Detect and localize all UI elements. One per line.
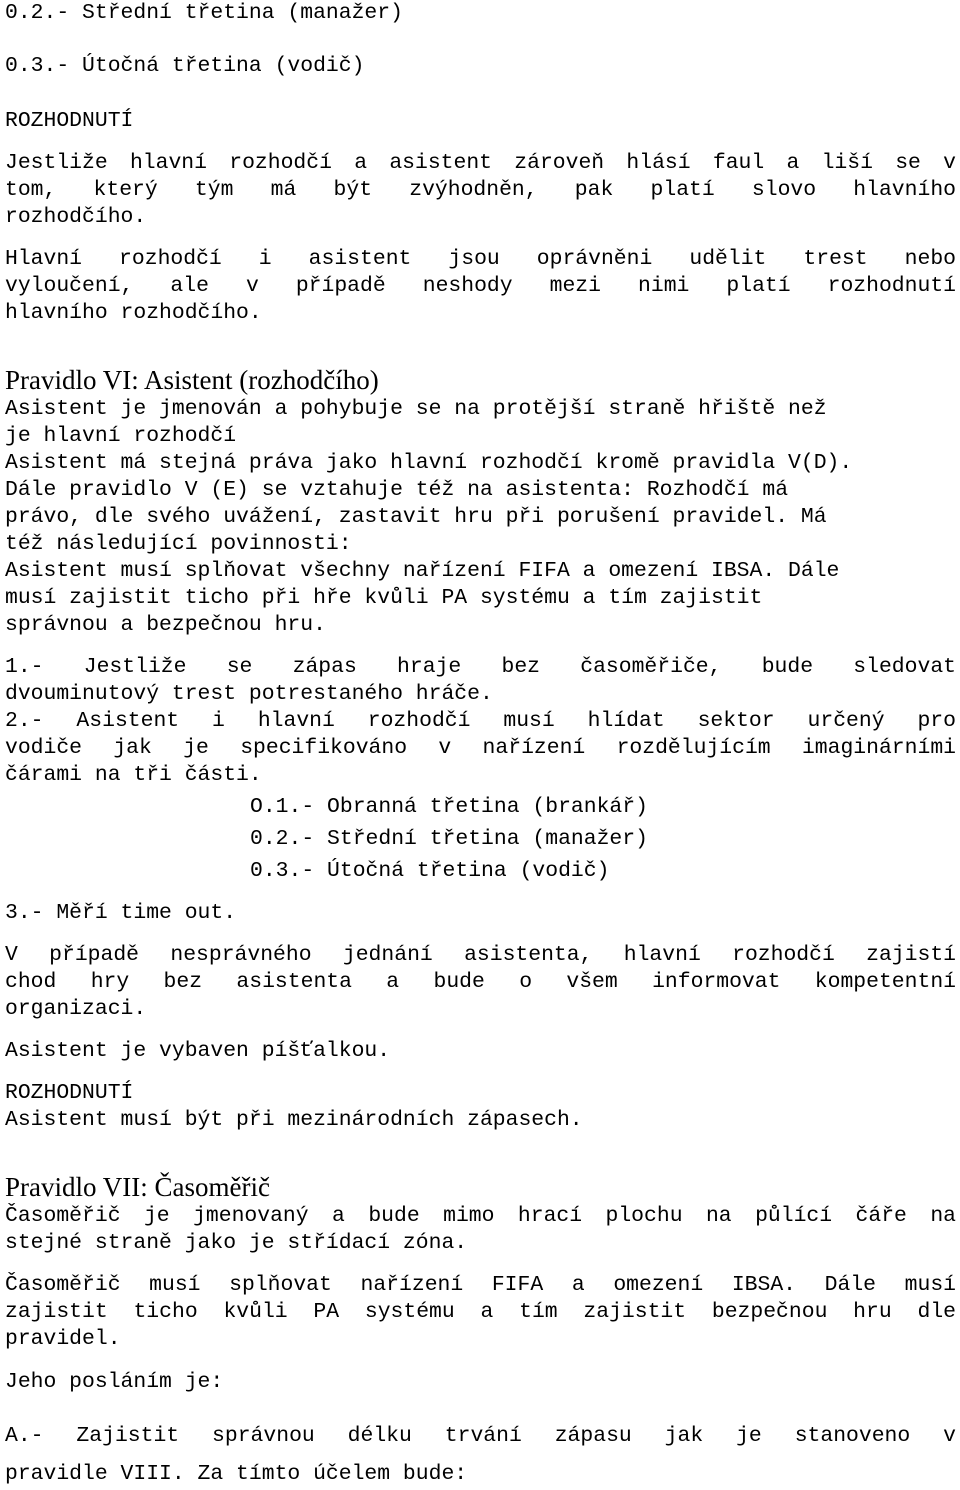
paragraph-line: vyloučení, ale v případě neshody mezi nimi platí rozhodnutí: [5, 274, 956, 298]
paragraph-line: organizaci.: [5, 997, 147, 1021]
paragraph-line: pravidel.: [5, 1327, 121, 1351]
list-item: vodiče jak je specifikováno v nařízení rozdělujícím imaginárními: [5, 736, 956, 760]
list-item: 2.- Asistent i hlavní rozhodčí musí hlídat sektor určený pro: [5, 709, 956, 733]
decision-label: ROZHODNUTÍ: [5, 1081, 134, 1105]
sub-list-item: 0.2.- Střední třetina (manažer): [250, 827, 648, 851]
section-heading: Pravidlo VII: Časoměřič: [5, 1172, 270, 1202]
paragraph-line: Asistent má stejná práva jako hlavní rozhodčí kromě pravidla V(D).: [5, 451, 853, 475]
paragraph-line: Jestliže hlavní rozhodčí a asistent zároveň hlásí faul a liší se v: [5, 151, 956, 175]
paragraph-line: je hlavní rozhodčí: [5, 424, 237, 448]
list-item: čárami na tři části.: [5, 763, 262, 787]
paragraph-line: Hlavní rozhodčí i asistent jsou oprávněni udělit trest nebo: [5, 247, 956, 271]
paragraph-line: Časoměřič je jmenovaný a bude mimo hrací plochu na půlící čáře na: [5, 1204, 956, 1228]
list-item: pravidle VIII. Za tímto účelem bude:: [5, 1462, 468, 1486]
paragraph-line: rozhodčího.: [5, 205, 147, 229]
paragraph-line: Časoměřič musí splňovat nařízení FIFA a omezení IBSA. Dále musí: [5, 1273, 956, 1297]
paragraph-line: Jeho posláním je:: [5, 1370, 224, 1394]
paragraph-line: Asistent musí splňovat všechny nařízení FIFA a omezení IBSA. Dále: [5, 559, 840, 583]
paragraph-line: stejné straně jako je střídací zóna.: [5, 1231, 468, 1255]
paragraph-line: Asistent musí být při mezinárodních zápasech.: [5, 1108, 583, 1132]
paragraph-line: tom, který tým má být zvýhodněn, pak platí slovo hlavního: [5, 178, 956, 202]
sub-list-item: 0.3.- Útočná třetina (vodič): [250, 859, 610, 883]
paragraph-line: právo, dle svého uvážení, zastavit hru při porušení pravidel. Má: [5, 505, 827, 529]
list-item: 0.3.- Útočná třetina (vodič): [5, 54, 365, 78]
paragraph-line: správnou a bezpečnou hru.: [5, 613, 326, 637]
paragraph-line: chod hry bez asistenta a bude o všem informovat kompetentní: [5, 970, 956, 994]
list-item: 3.- Měří time out.: [5, 901, 237, 925]
list-item: dvouminutový trest potrestaného hráče.: [5, 682, 493, 706]
decision-label: ROZHODNUTÍ: [5, 109, 134, 133]
paragraph-line: zajistit ticho kvůli PA systému a tím zajistit bezpečnou hru dle: [5, 1300, 956, 1324]
section-heading: Pravidlo VI: Asistent (rozhodčího): [5, 365, 379, 395]
paragraph-line: V případě nesprávného jednání asistenta, hlavní rozhodčí zajistí: [5, 943, 956, 967]
list-item: A.- Zajistit správnou délku trvání zápasu jak je stanoveno v: [5, 1424, 956, 1448]
paragraph-line: Dále pravidlo V (E) se vztahuje též na asistenta: Rozhodčí má: [5, 478, 789, 502]
paragraph-line: Asistent je vybaven píšťalkou.: [5, 1039, 391, 1063]
sub-list-item: O.1.- Obranná třetina (brankář): [250, 795, 648, 819]
paragraph-line: hlavního rozhodčího.: [5, 301, 262, 325]
paragraph-line: Asistent je jmenován a pohybuje se na protější straně hřiště než: [5, 397, 827, 421]
list-item: 1.- Jestliže se zápas hraje bez časoměřiče, bude sledovat: [5, 655, 956, 679]
list-item: 0.2.- Střední třetina (manažer): [5, 1, 403, 25]
paragraph-line: musí zajistit ticho při hře kvůli PA systému a tím zajistit: [5, 586, 763, 610]
paragraph-line: též následující povinnosti:: [5, 532, 352, 556]
